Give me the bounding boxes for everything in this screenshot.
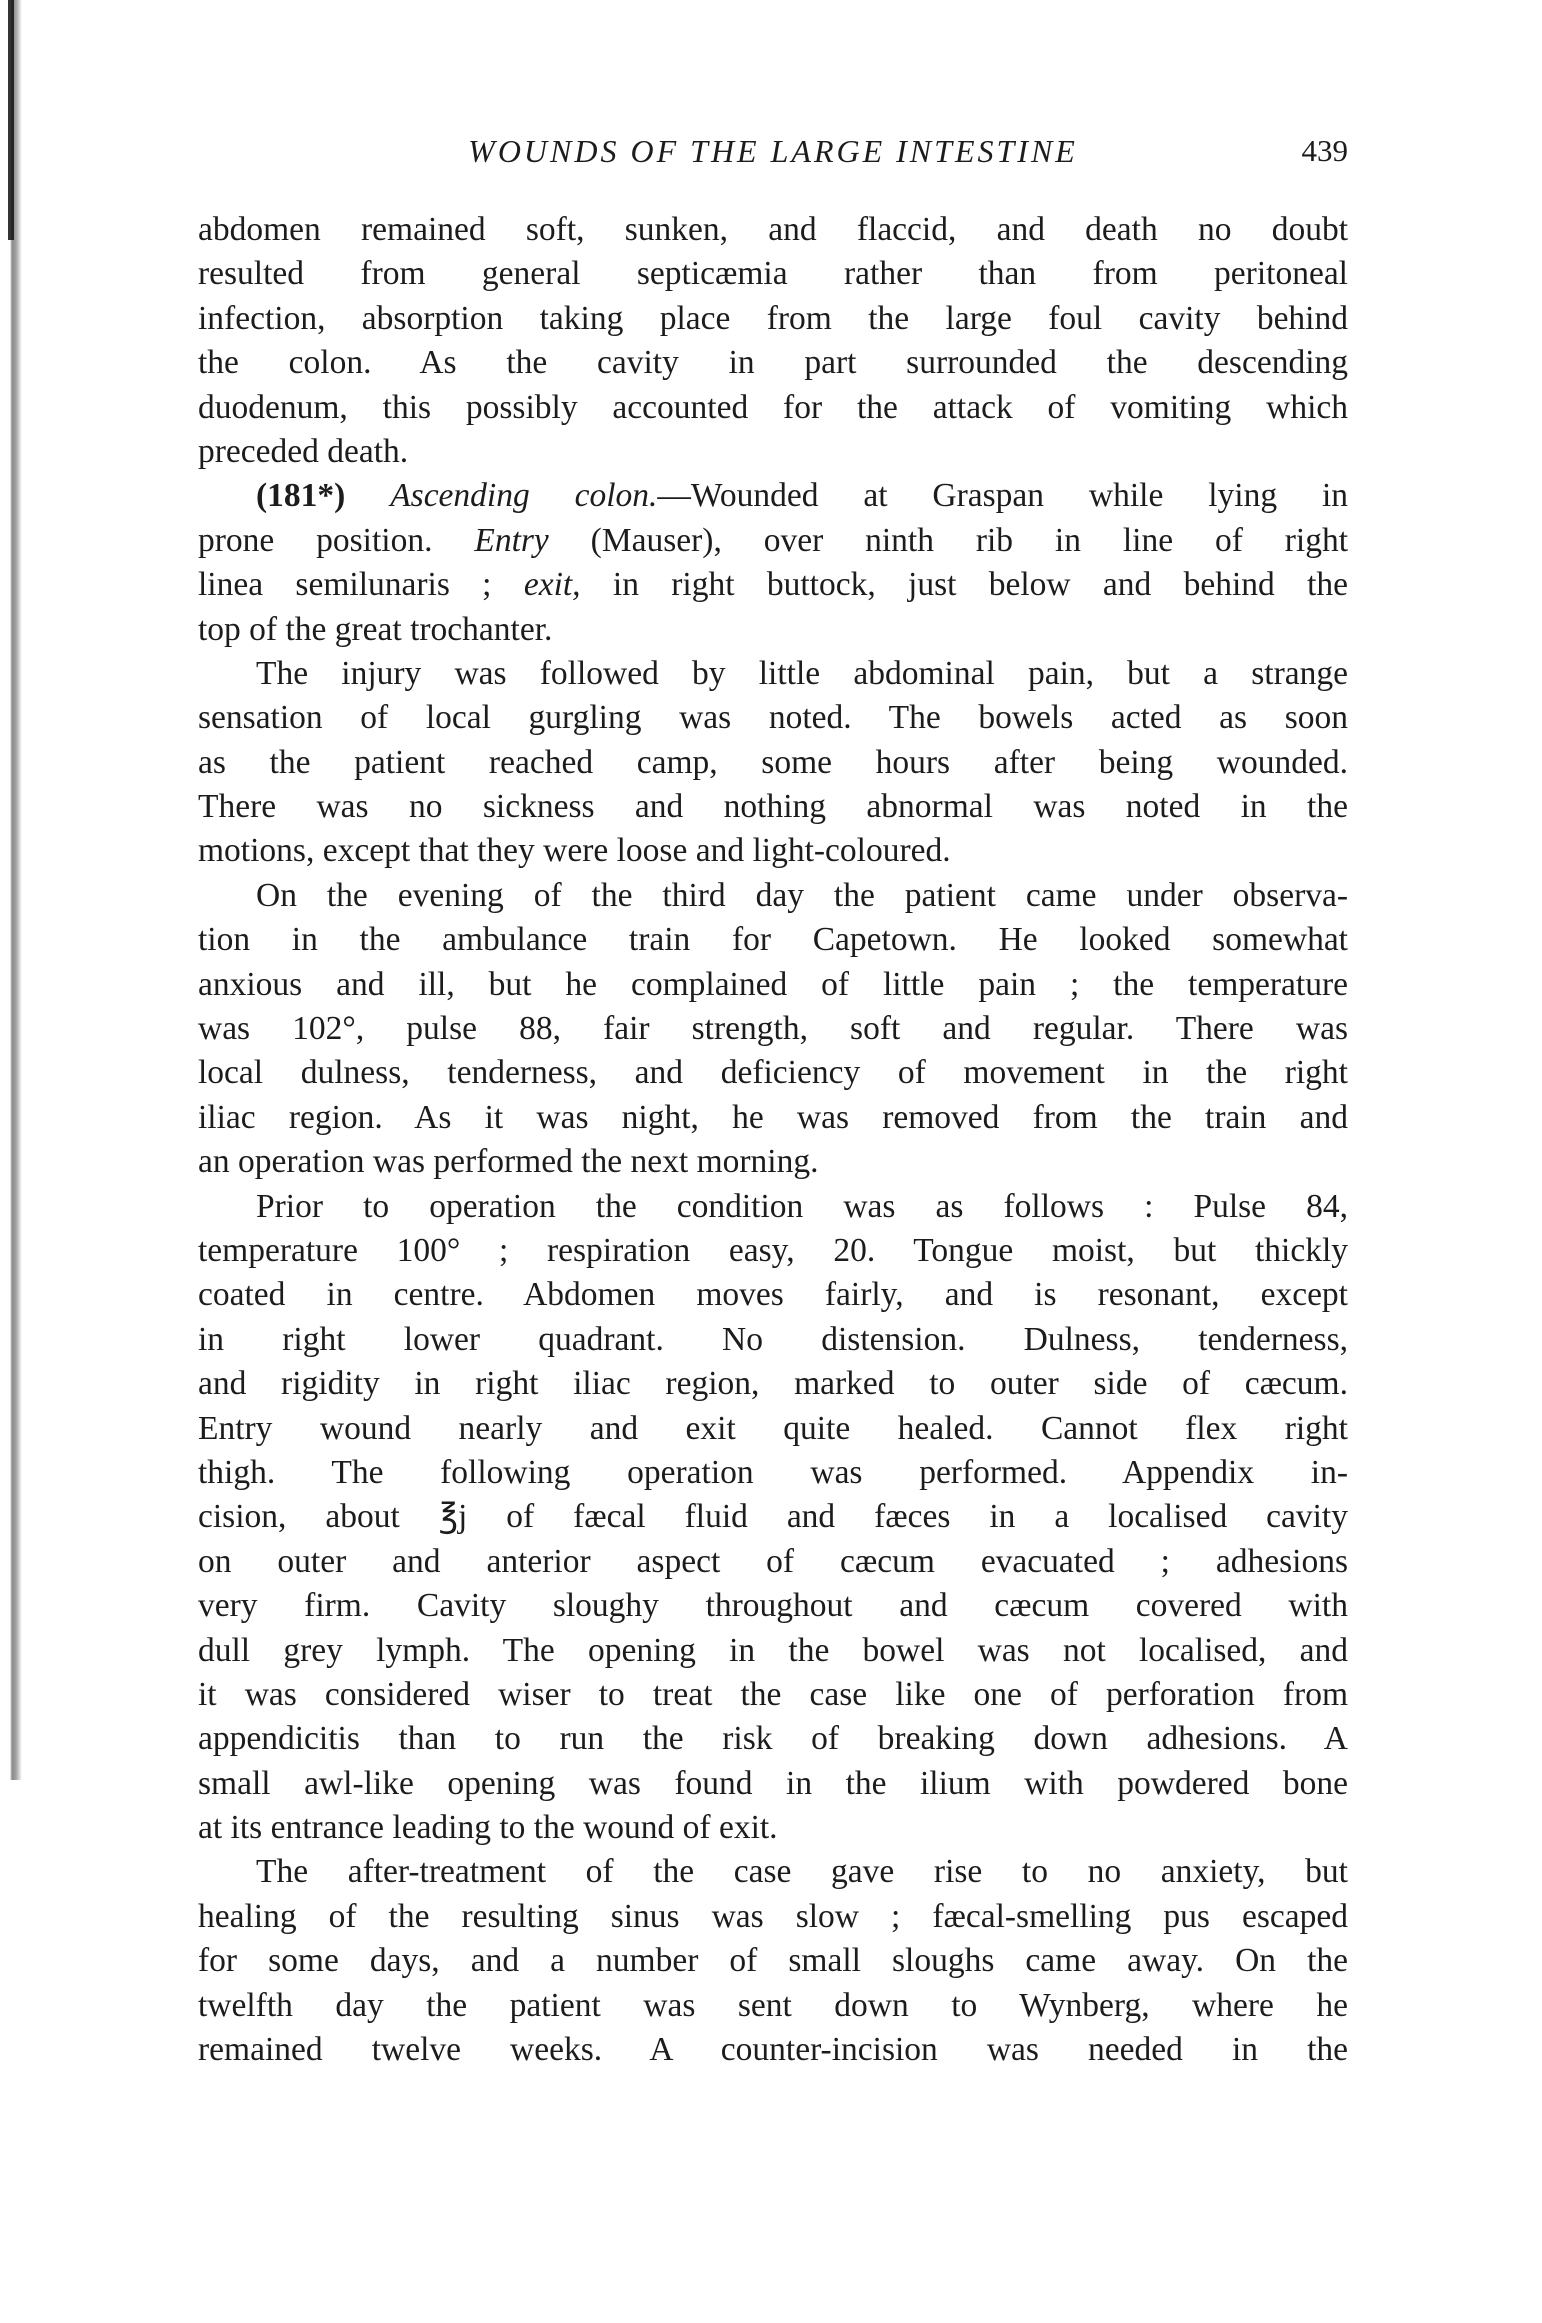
text-line: thigh. The following operation was performed. Appendix in- xyxy=(198,1453,1348,1491)
page-header xyxy=(198,126,1348,176)
text-line: motions, except that they were loose and light-coloured. xyxy=(198,832,951,870)
text-line: linea semilunaris ; exit, in right buttock, just below and behind the xyxy=(198,566,1348,604)
text-line: There was no sickness and nothing abnormal was noted in the xyxy=(198,788,1348,826)
text-line: on outer and anterior aspect of cæcum evacuated ; adhesions xyxy=(198,1542,1348,1580)
text-line: twelfth day the patient was sent down to Wynberg, where he xyxy=(198,1986,1348,2024)
text-line: top of the great trochanter. xyxy=(198,610,553,648)
text-line: Prior to operation the condition was as follows : Pulse 84, xyxy=(256,1187,1348,1225)
text-line: The after-treatment of the case gave rise to no anxiety, but xyxy=(256,1853,1348,1891)
text-line: Entry wound nearly and exit quite healed. Cannot flex right xyxy=(198,1409,1348,1447)
running-title: WOUNDS OF THE LARGE INTESTINE xyxy=(468,133,1078,169)
text-line: duodenum, this possibly accounted for the attack of vomiting which xyxy=(198,388,1348,426)
text-line: coated in centre. Abdomen moves fairly, and is resonant, except xyxy=(198,1276,1348,1314)
text-line: the colon. As the cavity in part surrounded the descending xyxy=(198,344,1348,382)
text-line: appendicitis than to run the risk of breaking down adhesions. A xyxy=(198,1720,1348,1758)
text-line: very firm. Cavity sloughy throughout and cæcum covered with xyxy=(198,1587,1348,1625)
text-line: remained twelve weeks. A counter-incision was needed in the xyxy=(198,2031,1348,2069)
text-line: local dulness, tenderness, and deficiency of movement in the right xyxy=(198,1054,1348,1092)
text-line: resulted from general septicæmia rather than from peritoneal xyxy=(198,255,1348,293)
text-line: iliac region. As it was night, he was removed from the train and xyxy=(198,1098,1348,1136)
text-line: sensation of local gurgling was noted. The bowels acted as soon xyxy=(198,699,1348,737)
page-binding-shadow xyxy=(0,0,34,1780)
text-line: dull grey lymph. The opening in the bowel was not localised, and xyxy=(198,1631,1348,1669)
text-line: and rigidity in right iliac region, marked to outer side of cæcum. xyxy=(198,1365,1348,1403)
text-line: tion in the ambulance train for Capetown. He looked somewhat xyxy=(198,921,1348,959)
text-line: temperature 100° ; respiration easy, 20. Tongue moist, but thickly xyxy=(198,1231,1348,1269)
text-line: it was considered wiser to treat the case like one of perforation from xyxy=(198,1675,1348,1713)
body-text xyxy=(198,208,1348,2072)
page-binding-edge xyxy=(8,0,14,240)
text-line: The injury was followed by little abdominal pain, but a strange xyxy=(256,654,1348,692)
text-line: cision, about ℥j of fæcal fluid and fæces in a localised cavity xyxy=(198,1498,1348,1536)
text-line: small awl-like opening was found in the ilium with powdered bone xyxy=(198,1764,1348,1802)
page-number: 439 xyxy=(1301,133,1348,168)
text-line: an operation was performed the next morning. xyxy=(198,1143,819,1181)
text-line: On the evening of the third day the patient came under observa- xyxy=(256,876,1348,914)
text-line: healing of the resulting sinus was slow ; fæcal-smelling pus escaped xyxy=(198,1897,1348,1935)
text-line: was 102°, pulse 88, fair strength, soft and regular. There was xyxy=(198,1010,1348,1048)
case-site: Ascending colon. xyxy=(390,477,658,515)
text-line: for some days, and a number of small sloughs came away. On the xyxy=(198,1942,1348,1980)
text-line: infection, absorption taking place from the large foul cavity behind xyxy=(198,299,1348,337)
text-line: in right lower quadrant. No distension. Dulness, tenderness, xyxy=(198,1320,1348,1358)
text-line: at its entrance leading to the wound of exit. xyxy=(198,1809,778,1847)
case-number: (181*) xyxy=(256,477,346,515)
text-line: as the patient reached camp, some hours after being wounded. xyxy=(198,743,1348,781)
text-line: prone position. Entry (Mauser), over ninth rib in line of right xyxy=(198,521,1348,559)
text-line: preceded death. xyxy=(198,432,409,470)
case-heading-line: (181*) Ascending colon.—Wounded at Graspan while lying in xyxy=(256,477,1348,515)
text-line: anxious and ill, but he complained of little pain ; the temperature xyxy=(198,965,1348,1003)
text-line: abdomen remained soft, sunken, and flaccid, and death no doubt xyxy=(198,211,1348,248)
